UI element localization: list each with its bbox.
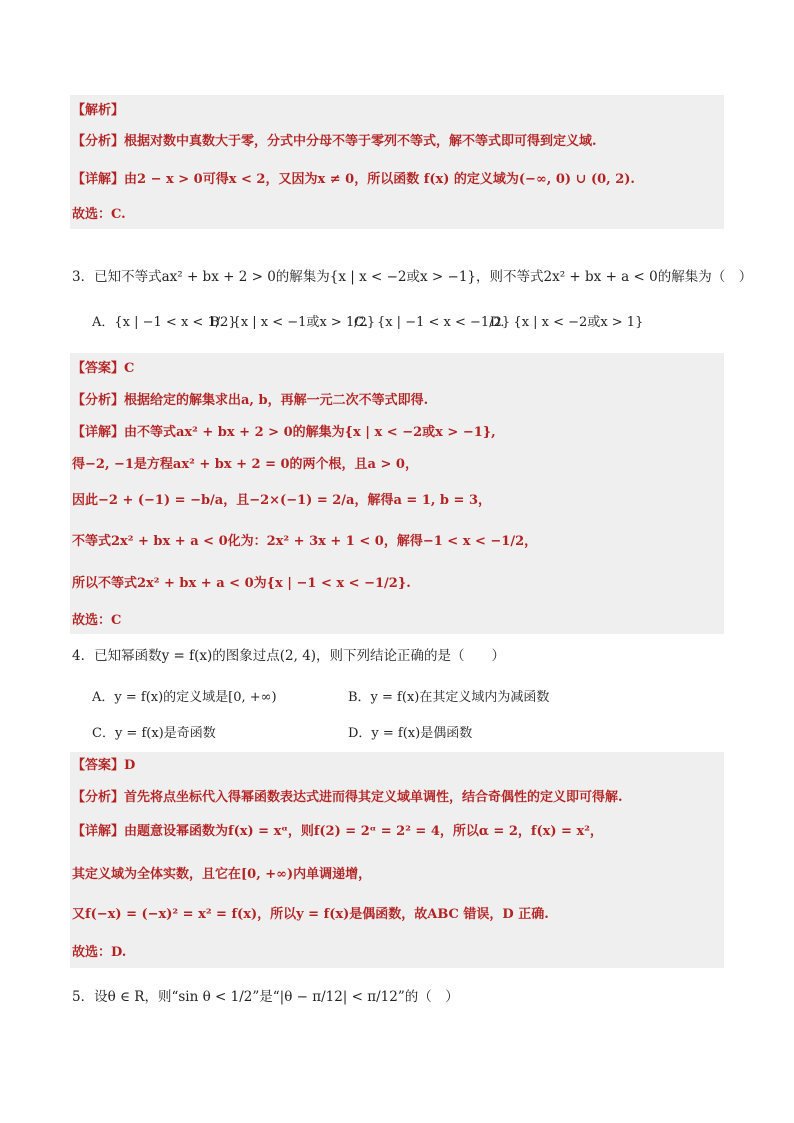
solution-block-1 <box>70 95 724 229</box>
question-4-option-c: C．y = f(x)是奇函数 <box>92 726 216 741</box>
question-3-stem: 3．已知不等式ax² + bx + 2 > 0的解集为{x | x < −2或x > −1}，则不等式2x² + bx + a < 0的解集为（ ） <box>72 269 753 285</box>
analysis-text: 【分析】根据对数中真数大于零，分式中分母不等于零列不等式，解不等式即可得到定义域. <box>72 134 597 149</box>
question-4-option-d: D．y = f(x)是偶函数 <box>348 726 473 741</box>
answer-text: 故选：C <box>72 613 122 628</box>
detail-line-4: 不等式2x² + bx + a < 0化为：2x² + 3x + 1 < 0，解得−1 < x < −1/2， <box>72 534 538 549</box>
question-5-stem: 5．设θ ∈ R，则“sin θ < 1/2”是“|θ − π/12| < π/12”的（ ） <box>72 989 459 1005</box>
question-4-stem: 4．已知幂函数y = f(x)的图象过点(2, 4)，则下列结论正确的是（ ） <box>72 648 506 664</box>
analysis-text: 【分析】首先将点坐标代入得幂函数表达式进而得其定义域单调性，结合奇偶性的定义即可得解. <box>72 790 623 805</box>
solution-block-3 <box>70 752 724 968</box>
detail-line-5: 所以不等式2x² + bx + a < 0为{x | −1 < x < −1/2}. <box>72 576 411 591</box>
answer-label: 【答案】D <box>72 758 136 773</box>
analysis-text: 【分析】根据给定的解集求出a, b，再解一元二次不等式即得. <box>72 393 429 408</box>
detail-line-3: 又f(−x) = (−x)² = x² = f(x)，所以y = f(x)是偶函数，故ABC 错误，D 正确. <box>72 907 549 922</box>
detail-line-2: 得−2, −1是方程ax² + bx + 2 = 0的两个根，且a > 0， <box>72 457 418 472</box>
detail-text: 【详解】由不等式ax² + bx + 2 > 0的解集为{x | x < −2或x > −1}, <box>72 425 496 440</box>
question-3-option-a: A．{x | −1 < x < 1/2} <box>92 315 237 330</box>
question-3-option-c: C．{x | −1 < x < −1/2} <box>354 315 511 330</box>
detail-text: 【详解】由2 − x > 0可得x < 2，又因为x ≠ 0，所以函数 f(x) 的定义域为(−∞, 0) ∪ (0, 2). <box>72 172 635 187</box>
answer-text: 故选：C. <box>72 207 126 222</box>
answer-label: 【答案】C <box>72 361 135 376</box>
question-4-option-b: B．y = f(x)在其定义域内为减函数 <box>348 690 550 705</box>
detail-text: 【详解】由题意设幂函数为f(x) = xᵅ，则f(2) = 2ᵅ = 2² = 4，所以α = 2，f(x) = x²， <box>72 824 603 839</box>
detail-line-2: 其定义域为全体实数，且它在[0, +∞)内单调递增， <box>72 867 372 882</box>
jiexi-heading: 【解析】 <box>72 103 125 118</box>
question-3-option-d: D．{x | x < −2或x > 1} <box>490 315 644 330</box>
detail-line-3: 因此−2 + (−1) = −b/a，且−2×(−1) = 2/a，解得a = 1, b = 3， <box>72 493 491 508</box>
question-4-option-a: A．y = f(x)的定义域是[0, +∞) <box>92 690 277 705</box>
question-3-option-b: B．{x | x < −1或x > 1/2} <box>210 315 376 330</box>
answer-text: 故选：D. <box>72 945 127 960</box>
